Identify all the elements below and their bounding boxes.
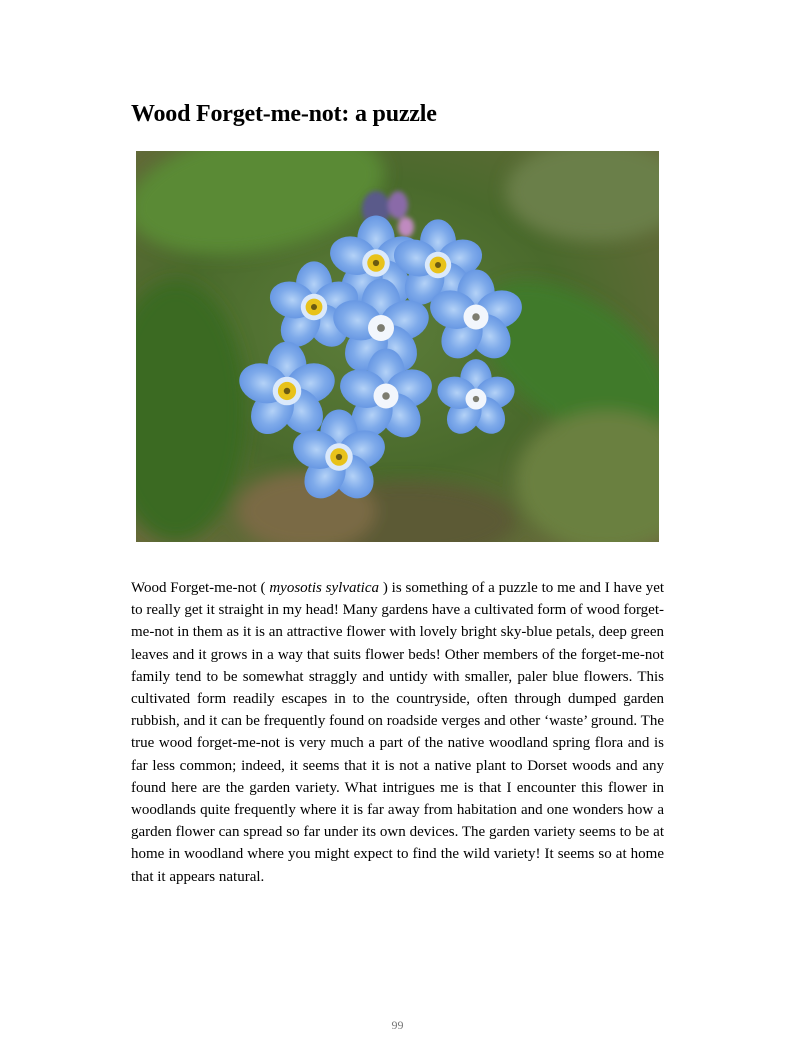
page-title: Wood Forget-me-not: a puzzle (131, 101, 437, 127)
latin-name: myosotis sylvatica (269, 580, 379, 596)
body-text-part1: Wood Forget-me-not ( (131, 580, 266, 596)
flower-image (136, 151, 659, 542)
body-paragraph (131, 577, 664, 888)
page-number: 99 (391, 1018, 404, 1032)
body-text-part2: ) is something of a puzzle to me and I have yet to really get it straight in my head! Many gardens have a cultivated form of wood forget-me-not in them as it is an attractive flower with lovely bright sky-blue petals, deep green leaves and it grows in a way that suits flower beds! Other members of the forget-me-not family tend to be somewhat straggly and untidy with smaller, paler blue flowers. This cultivated form readily escapes in to the countryside, often through dumped garden rubbish, and it can be frequently found on roadside verges and other ‘waste’ ground. The true wood forget-me-not is very much a part of the native woodland spring flora and is far less common; indeed, it seems that it is not a native plant to Dorset woods and any found here are the garden variety. What intrigues me is that I encounter this flower in woodlands quite frequently where it is far away from habitation and one wonders how a garden flower can spread so far under its own devices. The garden variety seems to be at home in woodland where you might expect to find the wild variety! It seems so at home that it appears natural. (131, 580, 665, 885)
forget-me-not-photo (136, 151, 659, 542)
